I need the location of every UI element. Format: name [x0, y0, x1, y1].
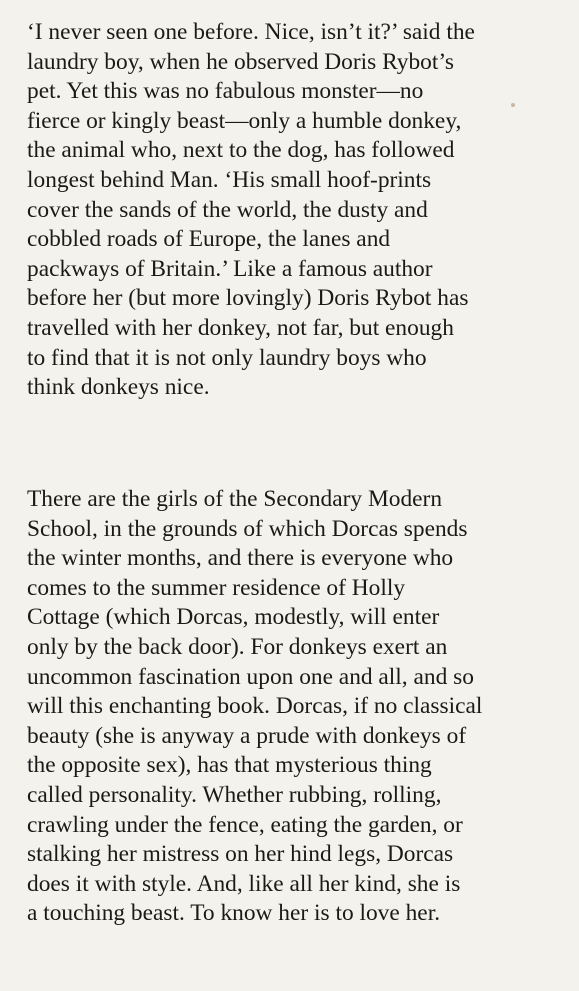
text-line: cobbled roads of Europe, the lanes and: [27, 226, 391, 253]
text-line: longest behind Man. ‘His small hoof-prints: [27, 166, 432, 193]
text-line: crawling under the fence, eating the garden, or: [27, 811, 463, 838]
paragraph-2: [27, 485, 567, 929]
text-line: There are the girls of the Secondary Modern: [27, 486, 443, 512]
text-line: beauty (she is anyway a prude with donkeys of: [27, 722, 467, 749]
text-line: pet. Yet this was no fabulous monster—no: [27, 78, 424, 105]
text-line: ‘I never seen one before. Nice, isn’t it?’ said the: [27, 19, 475, 45]
text-line: a touching beast. To know her is to love her.: [27, 900, 441, 927]
text-line: called personality. Whether rubbing, rolling,: [27, 781, 442, 808]
text-line: only by the back door). For donkeys exert an: [27, 633, 448, 660]
text-line: School, in the grounds of which Dorcas spends: [27, 515, 468, 542]
text-line: uncommon fascination upon one and all, and so: [27, 663, 474, 690]
text-line: fierce or kingly beast—only a humble donkey,: [27, 107, 462, 134]
text-line: to find that it is not only laundry boys who: [27, 344, 427, 371]
text-line: will this enchanting book. Dorcas, if no classical: [27, 693, 483, 720]
text-line: laundry boy, when he observed Doris Rybot’s: [27, 48, 454, 75]
text-line: travelled with her donkey, not far, but enough: [27, 314, 454, 341]
text-line: think donkeys nice.: [27, 374, 210, 401]
text-line: does it with style. And, like all her kind, she is: [27, 870, 461, 897]
text-line: comes to the summer residence of Holly: [27, 574, 406, 601]
text-line: the opposite sex), has that mysterious thing: [27, 752, 432, 779]
text-line: the winter months, and there is everyone who: [27, 545, 454, 572]
text-line: cover the sands of the world, the dusty and: [27, 196, 428, 223]
text-line: Cottage (which Dorcas, modestly, will enter: [27, 604, 440, 631]
text-line: the animal who, next to the dog, has followed: [27, 137, 455, 164]
text-line: packways of Britain.’ Like a famous author: [27, 255, 433, 282]
text-line: stalking her mistress on her hind legs, Dorcas: [27, 841, 454, 868]
paragraph-1: [27, 18, 567, 403]
text-line: before her (but more lovingly) Doris Rybot has: [27, 285, 469, 312]
